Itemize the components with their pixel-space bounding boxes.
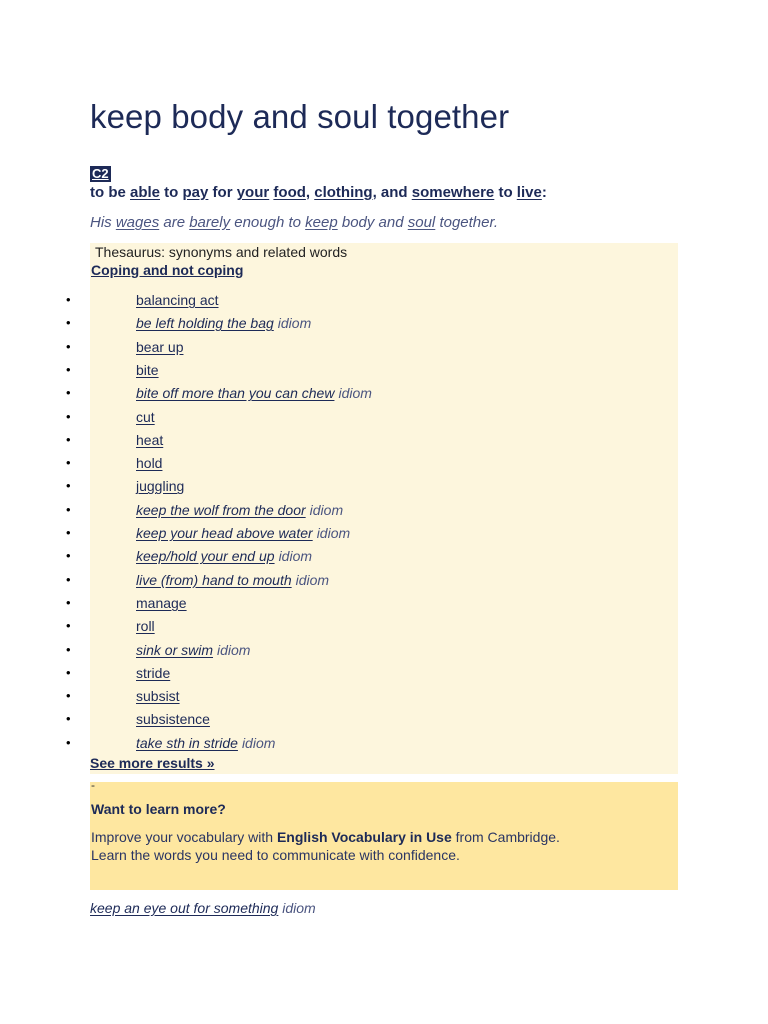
bullet-icon: •: [66, 525, 71, 540]
promo-text-before: Improve your vocabulary with: [91, 829, 277, 845]
example-word-link[interactable]: barely: [189, 214, 231, 231]
definition-word-link[interactable]: clothing: [314, 184, 373, 201]
thesaurus-item: [136, 409, 155, 425]
thesaurus-item: [136, 362, 159, 378]
bullet-icon: •: [66, 478, 71, 494]
definition: [90, 184, 547, 201]
next-entry-link[interactable]: keep an eye out for something: [90, 900, 279, 916]
thesaurus-item: [136, 595, 187, 611]
example-word-link[interactable]: keep: [305, 214, 338, 231]
thesaurus-item-link[interactable]: stride: [136, 664, 171, 681]
thesaurus-item-link[interactable]: heat: [136, 431, 164, 448]
thesaurus-item-link[interactable]: live (from) hand to mouth: [136, 571, 292, 588]
thesaurus-item-link[interactable]: bear up: [136, 338, 184, 355]
thesaurus-item-link[interactable]: keep your head above water: [136, 525, 313, 541]
bullet-icon: •: [66, 641, 71, 657]
next-entry-label: idiom: [282, 900, 316, 916]
thesaurus-item-link[interactable]: keep the wolf from the door: [136, 501, 306, 518]
thesaurus-item: [136, 572, 329, 588]
idiom-label: idiom: [217, 641, 251, 658]
promo-text: [91, 828, 671, 864]
thesaurus-item-link[interactable]: roll: [136, 618, 155, 635]
example-word-link[interactable]: soul: [407, 214, 436, 231]
idiom-label: idiom: [241, 734, 276, 751]
bullet-icon: •: [66, 408, 71, 424]
example-text: body and: [337, 214, 408, 231]
promo-box: [90, 778, 678, 890]
definition-text: to: [494, 184, 517, 201]
example-text: are: [159, 214, 190, 231]
thesaurus-item-link[interactable]: bite off more than you can chew: [136, 385, 335, 402]
thesaurus-item: [136, 525, 350, 541]
thesaurus-item-link[interactable]: juggling: [136, 478, 185, 495]
thesaurus-item-link[interactable]: balancing act: [136, 292, 219, 308]
bullet-icon: •: [66, 548, 71, 564]
bullet-icon: •: [66, 594, 71, 610]
thesaurus-item-link[interactable]: manage: [136, 594, 187, 611]
thesaurus-item-link[interactable]: bite: [136, 361, 159, 378]
bullet-icon: •: [66, 734, 71, 750]
idiom-label: idiom: [278, 548, 313, 565]
thesaurus-item-link[interactable]: keep/hold your end up: [136, 548, 275, 565]
definition-text: , and: [372, 184, 412, 201]
idiom-label: idiom: [316, 525, 351, 541]
bullet-icon: •: [66, 385, 71, 401]
thesaurus-item: [136, 665, 170, 681]
bullet-icon: •: [66, 292, 71, 307]
thesaurus-item: [136, 478, 184, 494]
example-text: enough to: [230, 214, 306, 231]
thesaurus-item: [136, 432, 163, 448]
example-text: His: [90, 214, 116, 231]
definition-text: to be: [90, 184, 130, 201]
definition-word-link[interactable]: food: [273, 184, 306, 201]
cefr-level-badge[interactable]: C2: [92, 166, 109, 181]
thesaurus-item: [136, 455, 162, 471]
idiom-label: idiom: [309, 501, 344, 518]
thesaurus-item: [136, 618, 155, 634]
example-word-link[interactable]: wages: [115, 214, 160, 231]
thesaurus-item-link[interactable]: hold: [136, 455, 163, 472]
example-text: together.: [435, 214, 499, 231]
next-entry: [90, 900, 316, 916]
thesaurus-item: [136, 315, 311, 331]
example-sentence: [90, 214, 498, 231]
definition-text: for: [208, 184, 237, 201]
thesaurus-item: [136, 339, 183, 355]
definition-text: :: [541, 184, 547, 201]
definition-word-link[interactable]: somewhere: [411, 184, 495, 201]
bullet-icon: •: [66, 618, 71, 634]
bullet-icon: •: [66, 711, 71, 727]
bullet-icon: •: [66, 361, 71, 377]
idiom-label: idiom: [295, 571, 330, 588]
thesaurus-item: [136, 548, 312, 564]
idiom-label: idiom: [277, 315, 312, 332]
thesaurus-item: [136, 735, 275, 751]
thesaurus-item: [136, 711, 210, 727]
bullet-icon: •: [66, 571, 71, 587]
promo-title: Want to learn more?: [91, 801, 226, 817]
thesaurus-item: [136, 385, 372, 401]
thesaurus-item-link[interactable]: sink or swim: [136, 641, 214, 658]
thesaurus-item-link[interactable]: take sth in stride: [136, 734, 238, 751]
bullet-icon: •: [66, 338, 71, 354]
thesaurus-item-link[interactable]: cut: [136, 408, 155, 425]
definition-text: to: [160, 184, 183, 201]
definition-word-link[interactable]: pay: [182, 184, 209, 201]
thesaurus-item-link[interactable]: subsist: [136, 688, 180, 705]
bullet-icon: •: [66, 431, 71, 447]
bullet-icon: •: [66, 664, 71, 680]
headword-title: keep body and soul together: [90, 98, 510, 135]
bullet-icon: •: [66, 501, 71, 517]
promo-dash: -: [91, 778, 95, 792]
definition-word-link[interactable]: able: [130, 184, 161, 201]
definition-text: ,: [305, 184, 315, 201]
definition-word-link[interactable]: live: [516, 184, 542, 201]
thesaurus-category-link[interactable]: Coping and not coping: [91, 262, 244, 278]
thesaurus-item: [136, 292, 219, 308]
definition-word-link[interactable]: your: [236, 184, 270, 201]
thesaurus-item-link[interactable]: subsistence: [136, 711, 210, 728]
bullet-icon: •: [66, 688, 71, 704]
promo-text-line2: Learn the words you need to communicate with confidence.: [91, 847, 460, 863]
idiom-label: idiom: [338, 385, 372, 402]
thesaurus-heading: Thesaurus: synonyms and related words: [95, 244, 348, 260]
promo-book-title: English Vocabulary in Use: [276, 829, 452, 845]
thesaurus-item: [136, 688, 180, 704]
bullet-icon: •: [66, 315, 71, 331]
thesaurus-item: [136, 502, 343, 518]
see-more-results-link[interactable]: See more results »: [90, 755, 215, 771]
promo-text-after: from Cambridge.: [451, 829, 560, 845]
thesaurus-item-link[interactable]: be left holding the bag: [136, 315, 274, 332]
bullet-icon: •: [66, 455, 71, 471]
thesaurus-item: [136, 642, 250, 658]
